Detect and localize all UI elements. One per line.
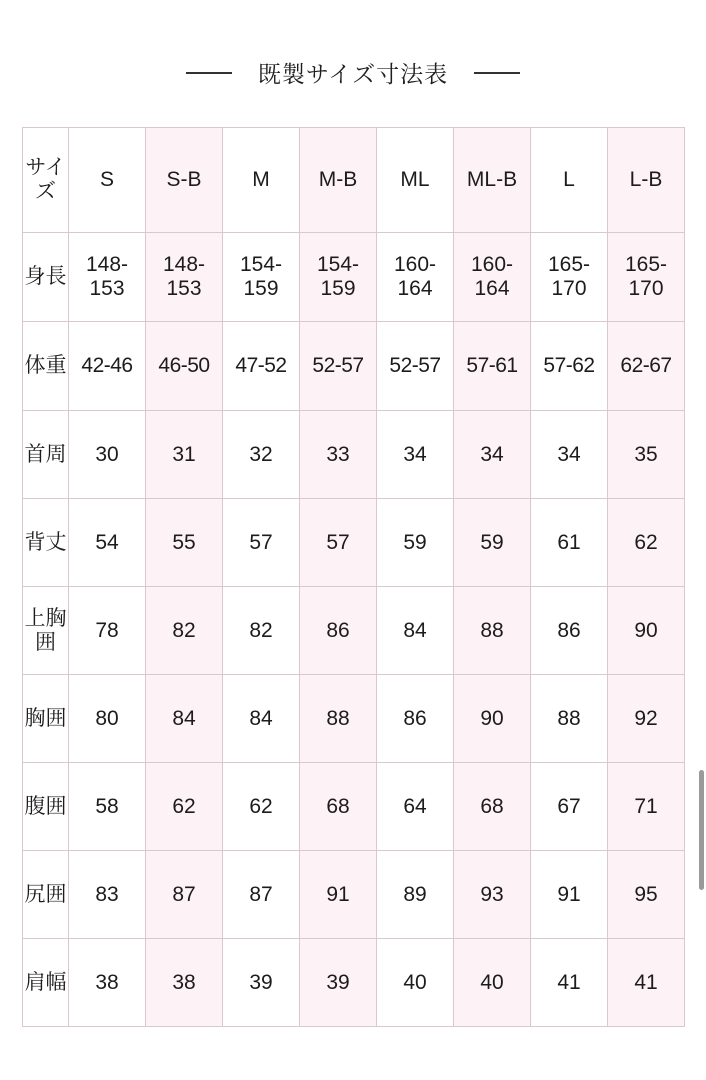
row-label-weight: 体重: [23, 322, 69, 411]
row-label-height: 身長: [23, 233, 69, 322]
cell-chest-l: 88: [531, 675, 608, 763]
cell-shoulder-lb: 41: [608, 939, 685, 1027]
row-label-hip: 尻囲: [23, 851, 69, 939]
title-rule-left: [186, 72, 232, 74]
table-row: [23, 322, 685, 411]
cell-weight-m: 47-52: [223, 322, 300, 411]
cell-back-l: 61: [531, 499, 608, 587]
column-header-3: M-B: [300, 128, 377, 233]
row-label-waist: 腹囲: [23, 763, 69, 851]
column-header-7: L-B: [608, 128, 685, 233]
cell-chest-sb: 84: [146, 675, 223, 763]
cell-waist-ml: 64: [377, 763, 454, 851]
cell-neck-sb: 31: [146, 411, 223, 499]
cell-neck-lb: 35: [608, 411, 685, 499]
cell-chest-lb: 92: [608, 675, 685, 763]
cell-chest-s: 80: [69, 675, 146, 763]
size-table: [22, 127, 685, 1027]
vertical-scrollbar[interactable]: [699, 770, 704, 890]
cell-hip-l: 91: [531, 851, 608, 939]
cell-waist-s: 58: [69, 763, 146, 851]
cell-upper-chest-m: 82: [223, 587, 300, 675]
cell-weight-l: 57-62: [531, 322, 608, 411]
cell-hip-s: 83: [69, 851, 146, 939]
cell-waist-m: 62: [223, 763, 300, 851]
cell-neck-m: 32: [223, 411, 300, 499]
row-label-back-length: 背丈: [23, 499, 69, 587]
size-table-wrapper: [22, 127, 684, 1027]
table-header-row: [23, 128, 685, 233]
cell-weight-sb: 46-50: [146, 322, 223, 411]
cell-height-sb: 148- 153: [146, 233, 223, 322]
cell-waist-mlb: 68: [454, 763, 531, 851]
table-corner-label: サイズ: [23, 128, 69, 233]
cell-upper-chest-sb: 82: [146, 587, 223, 675]
table-row: [23, 587, 685, 675]
cell-back-ml: 59: [377, 499, 454, 587]
cell-back-s: 54: [69, 499, 146, 587]
cell-weight-ml: 52-57: [377, 322, 454, 411]
title-text: 既製サイズ寸法表: [257, 61, 449, 87]
cell-hip-sb: 87: [146, 851, 223, 939]
column-header-4: ML: [377, 128, 454, 233]
cell-upper-chest-ml: 84: [377, 587, 454, 675]
cell-back-m: 57: [223, 499, 300, 587]
cell-upper-chest-mb: 86: [300, 587, 377, 675]
cell-waist-lb: 71: [608, 763, 685, 851]
title-rule-right: [474, 72, 520, 74]
cell-waist-mb: 68: [300, 763, 377, 851]
row-label-chest: 胸囲: [23, 675, 69, 763]
cell-chest-mb: 88: [300, 675, 377, 763]
cell-upper-chest-l: 86: [531, 587, 608, 675]
cell-shoulder-m: 39: [223, 939, 300, 1027]
cell-height-m: 154- 159: [223, 233, 300, 322]
table-row: [23, 763, 685, 851]
cell-weight-lb: 62-67: [608, 322, 685, 411]
column-header-2: M: [223, 128, 300, 233]
cell-chest-mlb: 90: [454, 675, 531, 763]
cell-hip-mlb: 93: [454, 851, 531, 939]
cell-back-lb: 62: [608, 499, 685, 587]
cell-shoulder-sb: 38: [146, 939, 223, 1027]
table-row: [23, 939, 685, 1027]
cell-chest-ml: 86: [377, 675, 454, 763]
cell-hip-mb: 91: [300, 851, 377, 939]
cell-weight-mb: 52-57: [300, 322, 377, 411]
column-header-6: L: [531, 128, 608, 233]
row-label-neck: 首周: [23, 411, 69, 499]
table-row: [23, 851, 685, 939]
column-header-5: ML-B: [454, 128, 531, 233]
cell-back-mb: 57: [300, 499, 377, 587]
table-row: [23, 675, 685, 763]
cell-hip-ml: 89: [377, 851, 454, 939]
column-header-0: S: [69, 128, 146, 233]
cell-shoulder-ml: 40: [377, 939, 454, 1027]
cell-shoulder-mb: 39: [300, 939, 377, 1027]
cell-back-sb: 55: [146, 499, 223, 587]
cell-shoulder-mlb: 40: [454, 939, 531, 1027]
cell-waist-l: 67: [531, 763, 608, 851]
column-header-1: S-B: [146, 128, 223, 233]
cell-neck-l: 34: [531, 411, 608, 499]
cell-height-s: 148- 153: [69, 233, 146, 322]
page-title: [0, 0, 706, 99]
row-label-shoulder: 肩幅: [23, 939, 69, 1027]
cell-upper-chest-mlb: 88: [454, 587, 531, 675]
cell-height-lb: 165- 170: [608, 233, 685, 322]
cell-shoulder-l: 41: [531, 939, 608, 1027]
cell-weight-mlb: 57-61: [454, 322, 531, 411]
cell-height-ml: 160- 164: [377, 233, 454, 322]
cell-weight-s: 42-46: [69, 322, 146, 411]
cell-hip-lb: 95: [608, 851, 685, 939]
cell-shoulder-s: 38: [69, 939, 146, 1027]
table-row: [23, 499, 685, 587]
cell-upper-chest-s: 78: [69, 587, 146, 675]
table-row: [23, 411, 685, 499]
cell-neck-ml: 34: [377, 411, 454, 499]
cell-hip-m: 87: [223, 851, 300, 939]
cell-neck-mb: 33: [300, 411, 377, 499]
cell-neck-mlb: 34: [454, 411, 531, 499]
cell-neck-s: 30: [69, 411, 146, 499]
cell-back-mlb: 59: [454, 499, 531, 587]
table-row: [23, 233, 685, 322]
cell-waist-sb: 62: [146, 763, 223, 851]
cell-height-mb: 154- 159: [300, 233, 377, 322]
cell-height-mlb: 160- 164: [454, 233, 531, 322]
cell-upper-chest-lb: 90: [608, 587, 685, 675]
cell-chest-m: 84: [223, 675, 300, 763]
cell-height-l: 165- 170: [531, 233, 608, 322]
row-label-upper-chest: 上胸囲: [23, 587, 69, 675]
